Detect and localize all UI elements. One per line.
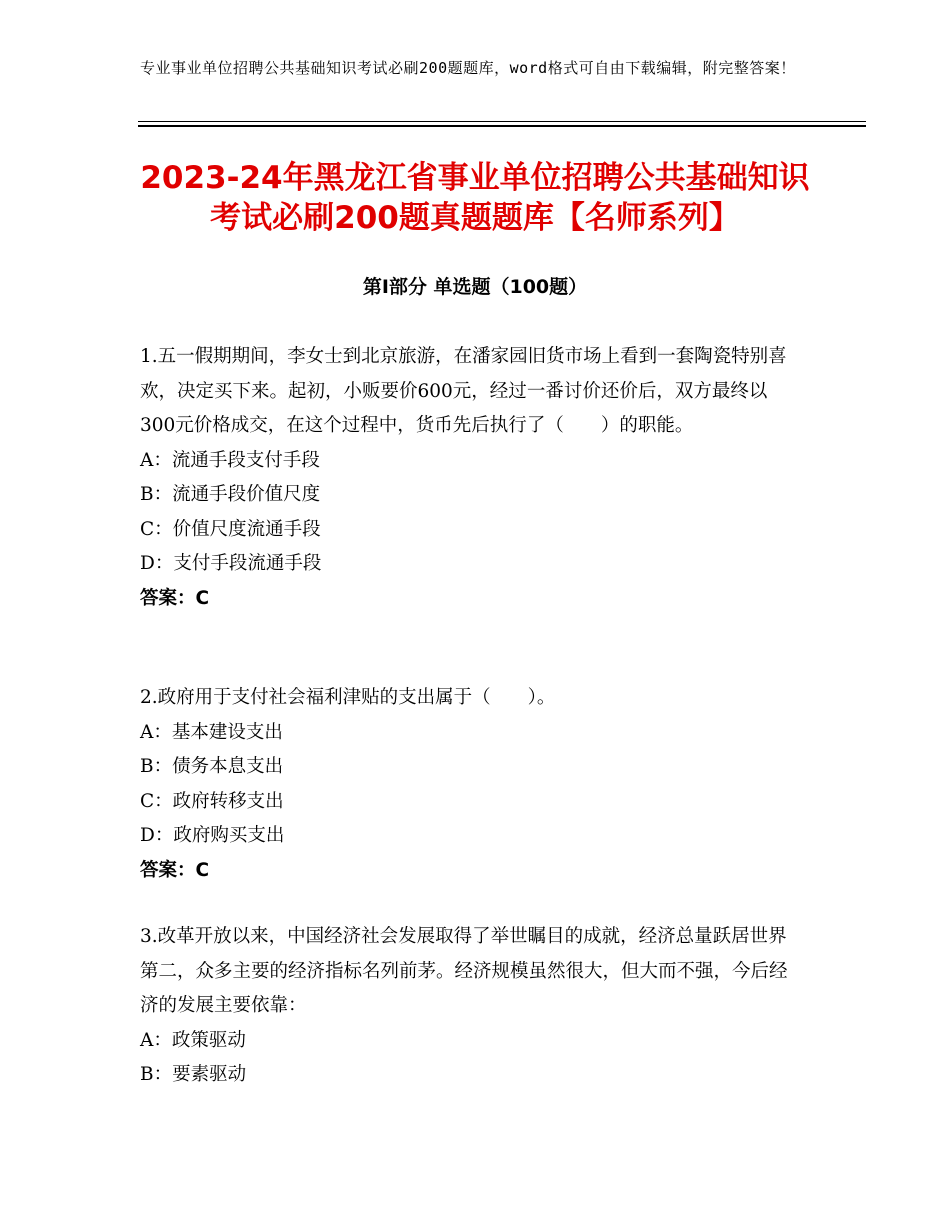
option-a: A：基本建设支出 <box>140 721 283 743</box>
document-title: 2023-24年黑龙江省事业单位招聘公共基础知识考试必刷200题真题题库【名师系列】 <box>140 160 810 236</box>
option-c: C：价值尺度流通手段 <box>140 518 321 540</box>
question-stem: 3.改革开放以来，中国经济社会发展取得了举世瞩目的成就，经济总量跃居世界第二，众多主要的经济指标名列前茅。经济规模虽然很大，但大而不强，今后经济的发展主要依靠： <box>140 926 788 1016</box>
header-note: 专业事业单位招聘公共基础知识考试必刷200题题库，word格式可自由下载编辑，附完整答案！ <box>140 59 796 77</box>
answer: 答案：C <box>140 859 210 881</box>
option-a: A：政策驱动 <box>140 1029 246 1051</box>
option-d: D：政府购买支出 <box>140 825 285 846</box>
answer: 答案：C <box>140 587 210 609</box>
section-heading: 第I部分 单选题（100题） <box>362 276 588 298</box>
option-b: B：债务本息支出 <box>140 756 284 777</box>
question-2 <box>140 681 800 888</box>
header-rule-thin <box>138 121 866 122</box>
option-d: D：支付手段流通手段 <box>140 553 322 574</box>
question-3 <box>140 920 800 1093</box>
option-c: C：政府转移支出 <box>140 790 284 812</box>
option-a: A：流通手段支付手段 <box>140 449 320 471</box>
option-b: B：流通手段价值尺度 <box>140 484 321 505</box>
option-b: B：要素驱动 <box>140 1064 247 1085</box>
question-stem: 2.政府用于支付社会福利津贴的支出属于（ ）。 <box>140 687 556 708</box>
question-stem: 1.五一假期期间，李女士到北京旅游，在潘家园旧货市场上看到一套陶瓷特别喜欢，决定买下来。起初，小贩要价600元，经过一番讨价还价后，双方最终以300元价格成交，在这个过程中，货币先后执行了（ ）的职能。 <box>140 346 787 436</box>
header-rule-thick <box>138 125 866 127</box>
question-1 <box>140 340 800 616</box>
